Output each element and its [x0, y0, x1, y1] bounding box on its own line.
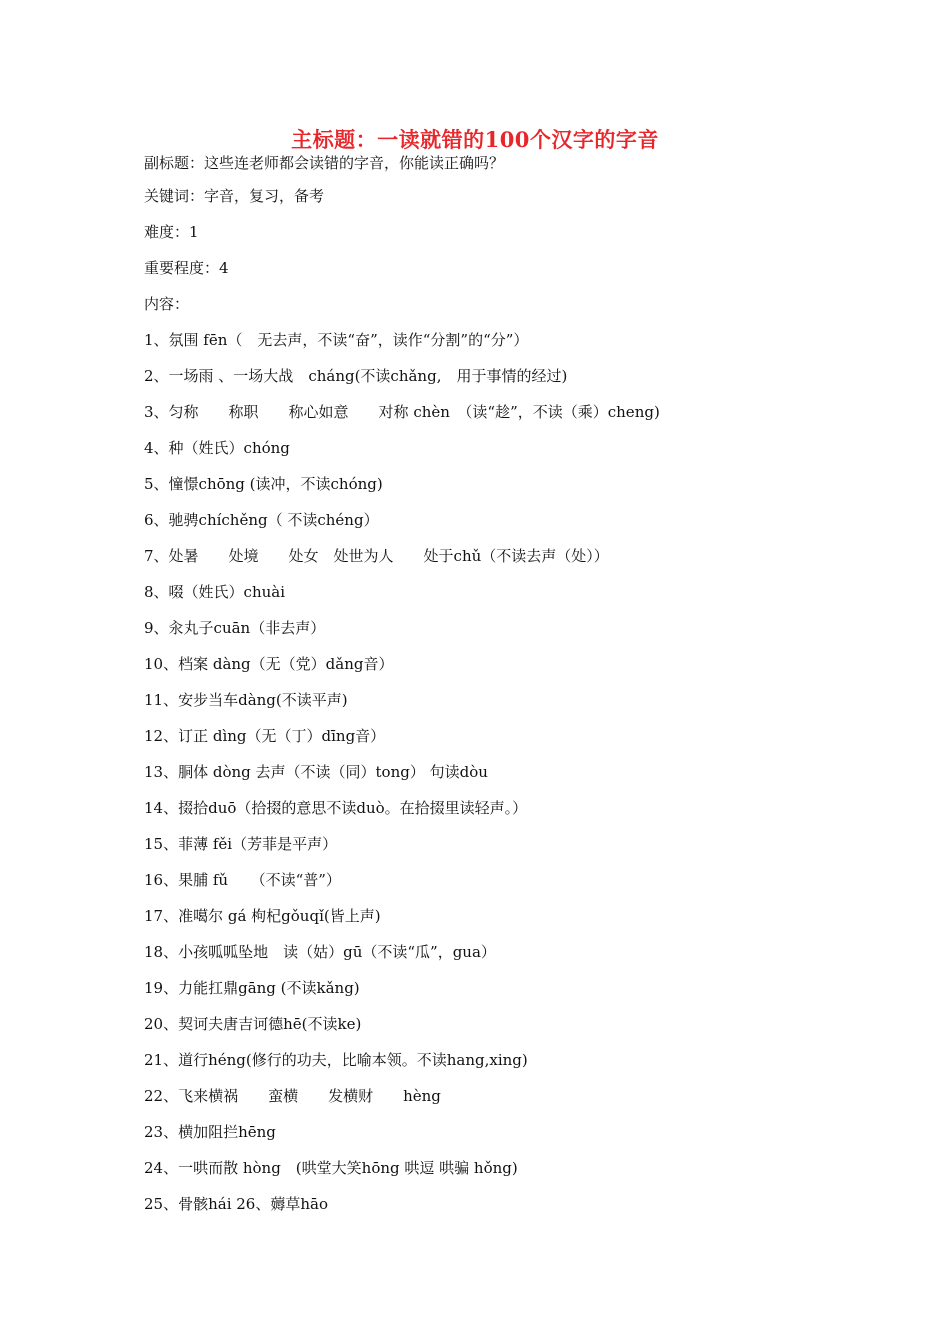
- list-item: 22、飞来横祸 蛮横 发横财 hèng: [144, 1087, 441, 1105]
- list-item: 19、力能扛鼎gāng (不读kǎng): [144, 979, 360, 997]
- list-item: 6、驰骋chíchěng（ 不读chéng）: [144, 511, 379, 529]
- keywords-line: 关键词：字音，复习，备考: [144, 187, 325, 205]
- document-body: [144, 150, 844, 1227]
- list-item: 14、掇拾duō（拾掇的意思不读duò。在拾掇里读轻声。）: [144, 799, 528, 817]
- list-item: 20、契诃夫唐吉诃德hē(不读ke): [144, 1015, 362, 1033]
- list-item: 4、种（姓氏）chóng: [144, 439, 290, 457]
- list-item: 21、道行héng(修行的功夫，比喻本领。不读hang,xing): [144, 1051, 528, 1069]
- list-item: 24、一哄而散 hòng (哄堂大笑hōng 哄逗 哄骗 hǒng): [144, 1159, 518, 1177]
- list-item: 13、胴体 dòng 去声（不读（同）tong） 句读dòu: [144, 763, 488, 781]
- list-item: 18、小孩呱呱坠地 读（姑）gū（不读“瓜”，gua）: [144, 943, 496, 961]
- subtitle-line: 副标题：这些连老师都会读错的字音，你能读正确吗？: [144, 154, 505, 172]
- list-item: 1、氛围 fēn（ 无去声，不读“奋”，读作“分割”的“分”）: [144, 331, 529, 349]
- list-item: 12、订正 dìng（无（丁）dīng音）: [144, 727, 386, 745]
- list-item: 15、菲薄 fěi（芳菲是平声）: [144, 835, 338, 853]
- list-item: 16、果脯 fǔ （不读“普”）: [144, 871, 341, 889]
- list-item: 5、憧憬chōng (读冲，不读chóng): [144, 475, 383, 493]
- list-item: 3、匀称 称职 称心如意 对称 chèn （读“趁”，不读（乘）cheng): [144, 403, 660, 421]
- main-title: 主标题：一读就错的100个汉字的字音: [291, 127, 659, 152]
- list-item: 7、处暑 处境 处女 处世为人 处于chǔ（不读去声（处））: [144, 547, 609, 565]
- list-item: 23、横加阻拦hēng: [144, 1123, 276, 1141]
- list-item: 25、骨骸hái 26、薅草hāo: [144, 1195, 328, 1213]
- difficulty-line: 难度：1: [144, 223, 199, 241]
- list-item: 17、准噶尔 gá 枸杞gǒuqǐ(皆上声): [144, 907, 381, 925]
- list-item: 9、汆丸子cuān（非去声）: [144, 619, 326, 637]
- list-item: 8、啜（姓氏）chuài: [144, 583, 286, 601]
- list-item: 2、一场雨 、一场大战 cháng(不读chǎng, 用于事情的经过): [144, 367, 568, 385]
- list-item: 11、安步当车dàng(不读平声): [144, 691, 348, 709]
- importance-line: 重要程度：4: [144, 259, 229, 277]
- content-heading: 内容：: [144, 295, 190, 313]
- list-item: 10、档案 dàng（无（党）dǎng音）: [144, 655, 394, 673]
